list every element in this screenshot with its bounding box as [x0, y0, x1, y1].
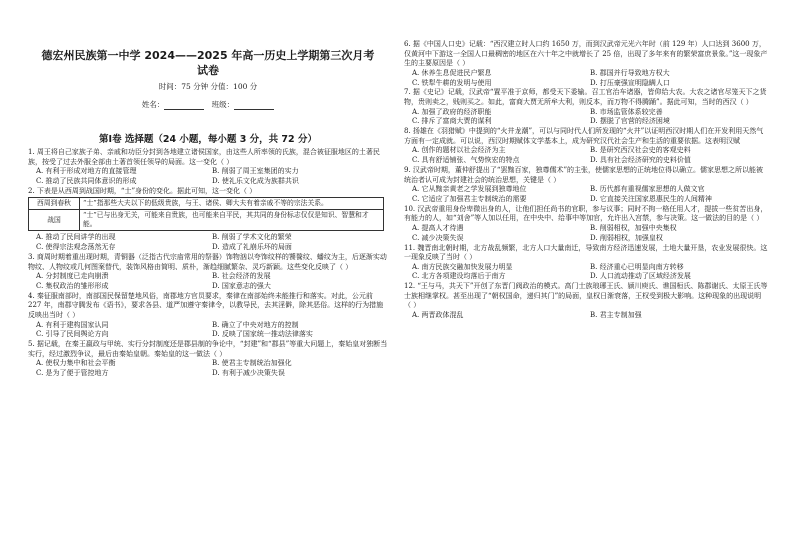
option-a: A. 使权力集中和社会平衡 — [36, 359, 116, 368]
option-b: B. 历代都有重视儒家思想的人做文官 — [590, 185, 705, 194]
table-cell-period: 西周到春秋 — [29, 198, 80, 210]
options — [28, 272, 388, 292]
question-11 — [404, 244, 768, 283]
option-c: C. 排斥了富商大贾的谋利 — [412, 117, 492, 126]
option-a: A. 两晋政体混乱 — [412, 311, 464, 320]
right-column — [404, 40, 768, 321]
option-b: B. 郡国并行导致地方权大 — [590, 68, 670, 77]
option-d: D. 削弱相权，加强皇权 — [590, 233, 663, 242]
options — [404, 224, 768, 244]
option-d: D. 摆脱了官营的经济困境 — [590, 117, 670, 126]
class-label: 班级： — [211, 100, 235, 109]
option-c: C. 它适应了加强君主专制统治的需要 — [412, 194, 527, 203]
question-stem: 10. 汉武帝重用身份卑微出身的人，让他们担任尚书的官职，参与议事；同时不拘一格任用人才，提拔一些贫苦出身，有能力的人，如“刘舍”等人加以任用，在中央中、给事中等加官，允许出入宫禁，参与决策。这一做法的目的是（ ） — [404, 204, 768, 223]
option-b: B. 君主专制加强 — [590, 311, 642, 320]
table-cell-desc: “士”指那些大夫以下的低级贵族，与王、诸侯、卿大夫有着亲戚不等的宗法关系。 — [80, 198, 384, 210]
option-a: A. 南方民族交融加快发展力明显 — [412, 262, 513, 271]
question-5 — [28, 340, 388, 379]
status-table — [28, 197, 384, 231]
options — [28, 359, 388, 379]
options — [28, 167, 388, 187]
option-c: C. 使得宗法观念荡然无存 — [36, 243, 116, 252]
option-d: D. 具有社会经济研究的史料价值 — [590, 156, 691, 165]
question-9 — [404, 166, 768, 205]
question-7 — [404, 88, 768, 127]
option-d: D. 使礼乐文化成为族群共识 — [212, 176, 299, 185]
question-stem: 8. 扬雄在《羽猎赋》中提到的“火井龙潮”，可以与同时代人们所发现的“火井”以证明西汉时期人们在开发利用天然气方面有一定成就。可以说，西汉时期赋体文学基本上，成为研究汉代社会生产和生活的重要依据。这表明汉赋 — [404, 127, 764, 145]
option-d: D. 它直接关注国家恩惠民生的人间精神 — [590, 194, 712, 203]
section-heading: 第Ⅰ卷 选择题（24 小题，每小题 3 分，共 72 分） — [99, 134, 317, 145]
table-row — [29, 210, 384, 231]
question-4 — [28, 292, 388, 340]
option-b: B. 社会经济的发展 — [212, 272, 271, 281]
option-c: C. 引导了民间舆论方向 — [36, 330, 109, 339]
option-c: C. 铁犁牛耕的发明与使用 — [412, 78, 492, 87]
option-d: D. 打压豪强宣明隐瞒人口 — [590, 78, 670, 87]
option-a: A. 分封制度已走向崩溃 — [36, 272, 109, 281]
option-d: D. 人口流动推动了区域经济发展 — [590, 272, 691, 281]
options — [404, 311, 768, 321]
name-label: 姓名： — [141, 100, 165, 109]
question-stem: 6. 据《中国人口史》记载：“西汉建立时人口约 1650 万，而到汉武帝元光六年时（前 129 年）人口达到 3600 万，仅黄河中下游这一全国人口最稠密的地区在六十年之中就增长了 25 倍，出现了多年来有的繁荣富庶景象。”这一现象产生的主要原因是（ ） — [404, 40, 768, 68]
title-line-2: 试卷 — [197, 64, 219, 77]
option-c: C. 集权政治的雏形形成 — [36, 281, 109, 290]
option-b: B. 市场监管体系较完善 — [590, 107, 663, 116]
options — [28, 321, 388, 341]
question-stem: 11. 魏晋南北朝时期，北方战乱频繁，北方人口大量南迁，导致南方经济迅速发展，土地大量开垦，农业发展很快。这一现象反映了当时（ ） — [404, 243, 768, 262]
title-line-1: 德宏州民族第一中学 2024——2025 年高一历史上学期第三次月考 — [41, 49, 375, 62]
options — [28, 233, 388, 253]
option-b: B. 削弱了学术文化的繁荣 — [212, 233, 292, 242]
option-b: B. 确立了中央对地方的控制 — [212, 320, 299, 329]
table-row — [29, 198, 384, 210]
option-c: C. 推动了民族共同体意识的形成 — [36, 176, 137, 185]
question-2 — [28, 187, 388, 253]
option-c: C. 北方各项建设均落后于南方 — [412, 272, 506, 281]
question-stem: 5. 据记载，在秦王嬴政与甲统、实行分封制度还是郡县制的争论中，“封建”和“郡县”等重大问题上，秦始皇对独断当实行，经过激烈争议，最后由秦始皇朝。秦始皇的这一做法（ ） — [28, 340, 388, 358]
question-stem: 2. 下表是从西周到战国时期，“士”身份的变化。据此可知，这一变化（ ） — [28, 186, 257, 195]
exam-time-score: 时间：75 分钟 分值：100 分 — [158, 82, 258, 91]
question-12 — [404, 282, 768, 321]
option-c: C. 是为了便于管控地方 — [36, 369, 109, 378]
question-8 — [404, 127, 768, 166]
options — [404, 185, 768, 205]
question-stem: 4. 秦征服南部时，南部国民保留楚地风俗，南郡地方官员要求，秦律在南部始终未能推行和落实。对此，公元前 227 年，南郡守腾发布《语书》，要求各县、道严加遵守秦律令，以教导民，去其淫僻，除其恶俗。这样的行为措施反映出当时（ ） — [28, 291, 384, 319]
name-blank — [164, 102, 204, 110]
option-d: D. 国家意志的强大 — [212, 281, 271, 290]
question-stem: 7. 据《史记》记载，汉武帝“置平准于京师，都受天下委输。召工官治车诸器，皆仰给大农。大农之诸官尽笼天下之货物，贵则卖之，贱则买之。如此，富商大贾无所牟大利，则反本，而万物不得腾踊”。据此可知，当时的西汉（ ） — [404, 88, 767, 106]
option-a: A. 它从黜亲黄老之学发展到独尊地位 — [412, 185, 527, 194]
options — [404, 108, 768, 128]
table-cell-desc: “士”已与出身无关，可能来自贵族，也可能来自平民，其共同的身份标志仅仅是知识、智慧和才能。 — [80, 210, 384, 231]
option-b: B. 经济重心已明显向南方转移 — [590, 262, 684, 271]
class-blank — [234, 102, 274, 110]
options — [404, 263, 768, 283]
option-b: B. 使君主专制统治加强化 — [212, 359, 292, 368]
question-stem: 9. 汉武帝时期，董仲舒提出了“罢黜百家，独尊儒术”的主张，使儒家思想的正统地位得以确立。儒家思想之所以能被统治者认可成为封建社会的统治思想，关键是（ ） — [404, 165, 764, 184]
left-column — [28, 148, 388, 379]
option-b: B. 削弱相权，加强中央集权 — [590, 223, 677, 232]
question-3 — [28, 253, 388, 292]
option-a: A. 休养生息促进民户繁息 — [412, 68, 492, 77]
question-10 — [404, 205, 768, 244]
option-b: B. 是研究西汉社会史的客观史料 — [590, 146, 691, 155]
option-a: A. 加强了政府的经济职能 — [412, 107, 492, 116]
question-stem: 12. “王与马，共天下”开创了东晋门阀政治的模式。高门士族琅琊王氏、颍川庾氏、谯国桓氏、陈郡谢氏、太原王氏等士族相继掌权。甚至出现了“朝权国命，递归其门”的局面，皇权日渐衰落，王权受到极大影响。这种现象的出现说明（ ） — [404, 282, 768, 310]
options — [404, 146, 768, 166]
option-d: D. 有利于减少决策失误 — [212, 369, 285, 378]
option-a: A. 推动了民间讲学的出现 — [36, 233, 116, 242]
option-d: D. 反映了国家统一推动法律落实 — [212, 330, 313, 339]
options — [404, 69, 768, 89]
exam-title — [28, 48, 388, 78]
option-a: A. 创作的题材以社会经济为主 — [412, 146, 506, 155]
option-d: D. 造成了礼崩乐坏的局面 — [212, 243, 292, 252]
question-stem: 1. 周王将自己家族子弟、亲戚和功臣分封到各地建立诸侯国家，由这些人所率领的氏族，混合被征服地区的土著民族，按受了过去外服全部由土著首领任领导的局面。这一变化（ ） — [28, 148, 380, 166]
question-stem: 3. 商周时期着重出现时期，青铜器（泛指古代宗庙常用的祭器）饰物汹以夸饰纹样的饕餮纹、蟠纹为主，后逐渐实动物纹、人物纹或几何图案替代，装饰风格由简明、质朴，渐趋细腻繁杂、灵巧新颖。这些变化反映了（ ） — [28, 252, 387, 271]
option-b: B. 削弱了周王室集团的实力 — [212, 167, 299, 176]
option-a: A. 提高人才待遇 — [412, 223, 464, 232]
option-c: C. 具有舒适铺张、气势恢宏的特点 — [412, 156, 520, 165]
question-6 — [404, 40, 768, 88]
option-c: C. 减少决策失误 — [412, 233, 464, 242]
option-a: A. 有利于形成对地方的直接管理 — [36, 167, 137, 176]
question-1 — [28, 148, 388, 187]
option-a: A. 有利于建构国家认同 — [36, 320, 109, 329]
table-cell-period: 战国 — [29, 210, 80, 231]
student-info — [28, 100, 388, 110]
